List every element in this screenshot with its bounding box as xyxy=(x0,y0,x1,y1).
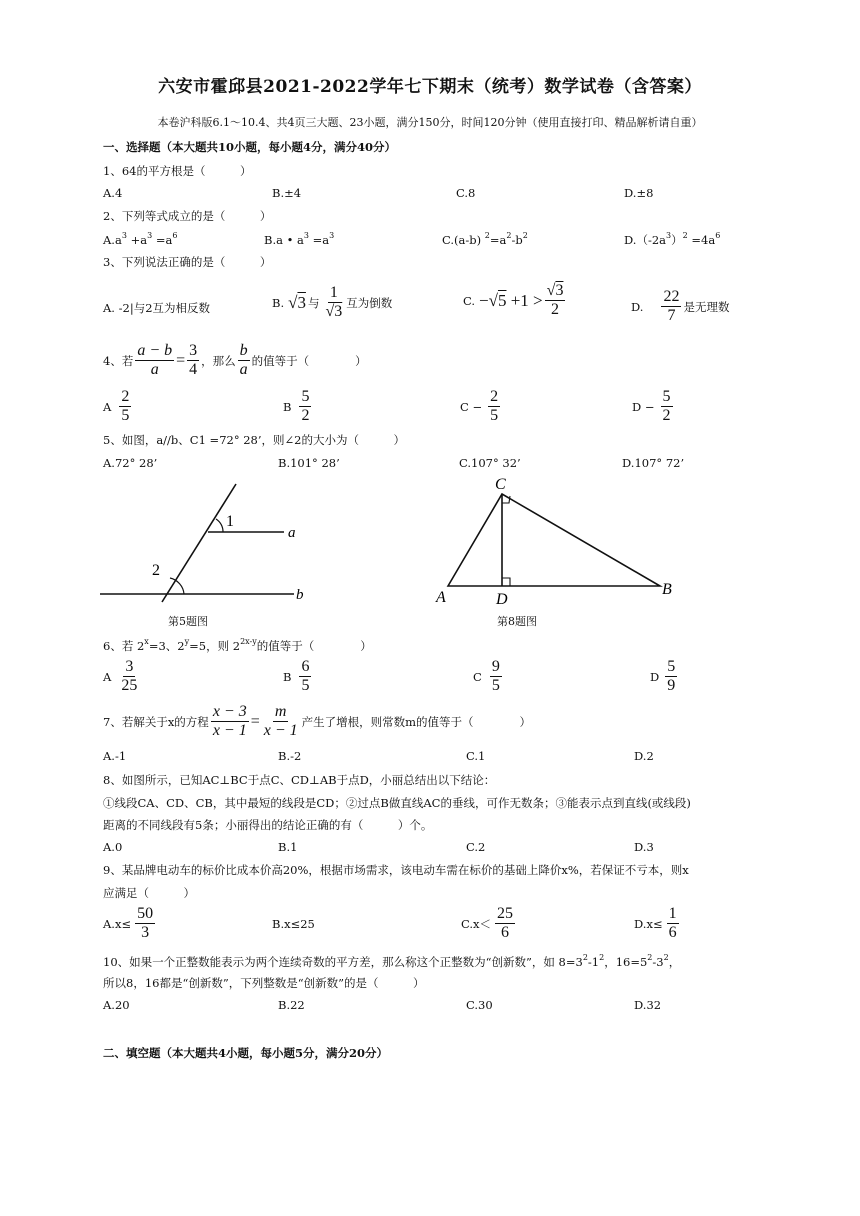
q10-option-a: A.20 xyxy=(103,998,130,1012)
section-heading-fill-in: 二、填空题（本大题共4小题，每小题5分，满分20分） xyxy=(103,1046,389,1060)
q9-option-c: C.x＜ $\frac{25}{6}$ xyxy=(461,905,514,942)
q5-option-a: A.72° 28’ xyxy=(103,456,158,470)
q2-option-c: C.(a-b) $^2=a^2-b^2$ xyxy=(442,231,528,247)
question-8-line-3: 距离的不同线段有5条；小丽得出的结论正确的有（ ）个。 xyxy=(103,818,433,832)
point-c-label: C xyxy=(495,476,506,493)
question-3-stem: 3、下列说法正确的是（ ） xyxy=(103,255,272,269)
line-a-label: a xyxy=(288,525,296,541)
q7-option-d: D.2 xyxy=(634,749,654,763)
question-5-stem: 5、如图，a//b、C1 =72° 28’，则∠2的大小为（ ） xyxy=(103,433,405,447)
q1-option-c: C.8 xyxy=(456,186,476,200)
q8-option-d: D.3 xyxy=(634,840,654,854)
angle-1-label: 1 xyxy=(226,513,234,530)
right-angle-d xyxy=(502,578,510,586)
line-b-label: b xyxy=(296,587,304,603)
q2-option-d: $D.(-2a^3)^2 =4a^6$ xyxy=(624,231,721,247)
figure-8-right-triangle xyxy=(432,470,682,610)
q6-option-a: A $\frac{3}{25}$ xyxy=(103,658,138,695)
q4-option-c: C − $\frac{2}{5}$ xyxy=(460,388,499,425)
q1-option-a: A.4 xyxy=(103,186,123,200)
q4-option-a: A $\frac{2}{5}$ xyxy=(103,388,130,425)
q8-option-c: C.2 xyxy=(466,840,486,854)
q9-option-b: B.x≤25 xyxy=(272,917,315,931)
figure-5-parallel-lines xyxy=(98,478,318,608)
point-d-label: D xyxy=(496,591,508,608)
q7-option-b: B.-2 xyxy=(278,749,302,763)
figure-5-caption: 第5题图 xyxy=(168,615,208,628)
q1-option-b: B.±4 xyxy=(272,186,302,200)
angle-2-label: 2 xyxy=(152,562,160,579)
figure-8-caption: 第8题图 xyxy=(497,615,537,628)
question-1-stem: 1、64的平方根是（ ） xyxy=(103,164,252,178)
q3-option-d: D. $\frac{22}{7}$ 是无理数 xyxy=(631,288,730,325)
point-b-label: B xyxy=(662,581,672,598)
question-9-line-1: 9、某品牌电动车的标价比成本价高20%，根据市场需求，该电动车需在标价的基础上降价x%，若保证不亏本，则x xyxy=(103,863,689,877)
question-6-stem: 6、若 $2^x=3$、$2^y=5$，则 $2^{2x-y}$的值等于（ ） xyxy=(103,637,372,653)
q4-option-d: D − $\frac{5}{2}$ xyxy=(632,388,671,425)
q8-option-a: A.0 xyxy=(103,840,123,854)
question-8-line-2: ①线段CA、CD、CB，其中最短的线段是CD；②过点B做直线AC的垂线，可作无数条；③能表示点到直线(或线段) xyxy=(103,796,691,810)
q7-option-a: A.-1 xyxy=(103,749,127,763)
q1-option-d: D.±8 xyxy=(624,186,654,200)
q2-option-b: B.a • $a^3 =a^3$ xyxy=(264,231,335,247)
q5-option-c: C.107° 32’ xyxy=(459,456,521,470)
q6-option-c: C $\frac{9}{5}$ xyxy=(473,658,500,695)
question-7-stem: 7、若解关于x的方程 $\frac{x - 3}{x - 1}$ = $\frac{m}{x - 1}$ 产生了增根，则常数m的值等于（ ） xyxy=(103,703,532,740)
question-10-line-2: 所以8，16都是“创新数”，下列整数是“创新数”的是（ ） xyxy=(103,976,425,990)
q2-option-a: $A.a^3 +a^3 =a^6$ xyxy=(103,231,178,247)
q9-option-d: D.x≤ $\frac{1}{6}$ xyxy=(634,905,677,942)
point-a-label: A xyxy=(436,589,446,606)
q6-option-d: D $\frac{5}{9}$ xyxy=(650,658,676,695)
section-heading-choice: 一、选择题（本大题共10小题，每小题4分，满分40分） xyxy=(103,140,397,154)
question-2-stem: 2、下列等式成立的是（ ） xyxy=(103,209,272,223)
q10-option-b: B.22 xyxy=(278,998,305,1012)
question-9-line-2: 应满足（ ） xyxy=(103,886,195,900)
transversal-line xyxy=(162,484,236,602)
q3-option-a: A. -2|与2互为相反数 xyxy=(103,301,211,315)
q3-option-b: B. √3 与 $\frac{1}{√3}$ 互为倒数 xyxy=(272,284,393,321)
question-4-stem: 4、若 $\frac{a - b}{a}$ = $\frac{3}{4}$ ，那么 $\frac{b}{a}$ 的值等于（ ） xyxy=(103,342,367,379)
question-8-line-1: 8、如图所示，已知AC⊥BC于点C、CD⊥AB于点D，小丽总结出以下结论： xyxy=(103,773,496,787)
question-10-line-1: 10、如果一个正整数能表示为两个连续奇数的平方差，那么称这个正整数为“创新数”，如 $8=3^2-1^2$，$16=5^2-3^2$， xyxy=(103,953,681,969)
angle-1-arc xyxy=(216,519,223,532)
q6-option-b: B $\frac{6}{5}$ xyxy=(283,658,310,695)
q10-option-d: D.32 xyxy=(634,998,662,1012)
q5-option-d: D.107° 72’ xyxy=(622,456,685,470)
q3-option-c: C. −√5 +1 > $\frac{√3}{2}$ xyxy=(463,282,564,319)
q5-option-b: B.101° 28’ xyxy=(278,456,340,470)
q10-option-c: C.30 xyxy=(466,998,493,1012)
q4-option-b: B $\frac{5}{2}$ xyxy=(283,388,310,425)
triangle-abc xyxy=(448,494,660,586)
exam-info: 本卷沪科版6.1～10.4、共4页三大题、23小题，满分150分，时间120分钟（使用直接打印、精品解析请自重） xyxy=(157,116,703,129)
q7-option-c: C.1 xyxy=(466,749,486,763)
q8-option-b: B.1 xyxy=(278,840,298,854)
q9-option-a: A.x≤ $\frac{50}{3}$ xyxy=(103,905,154,942)
page-title: 六安市霍邱县2021-2022学年七下期末（统考）数学试卷（含答案） xyxy=(158,77,702,97)
